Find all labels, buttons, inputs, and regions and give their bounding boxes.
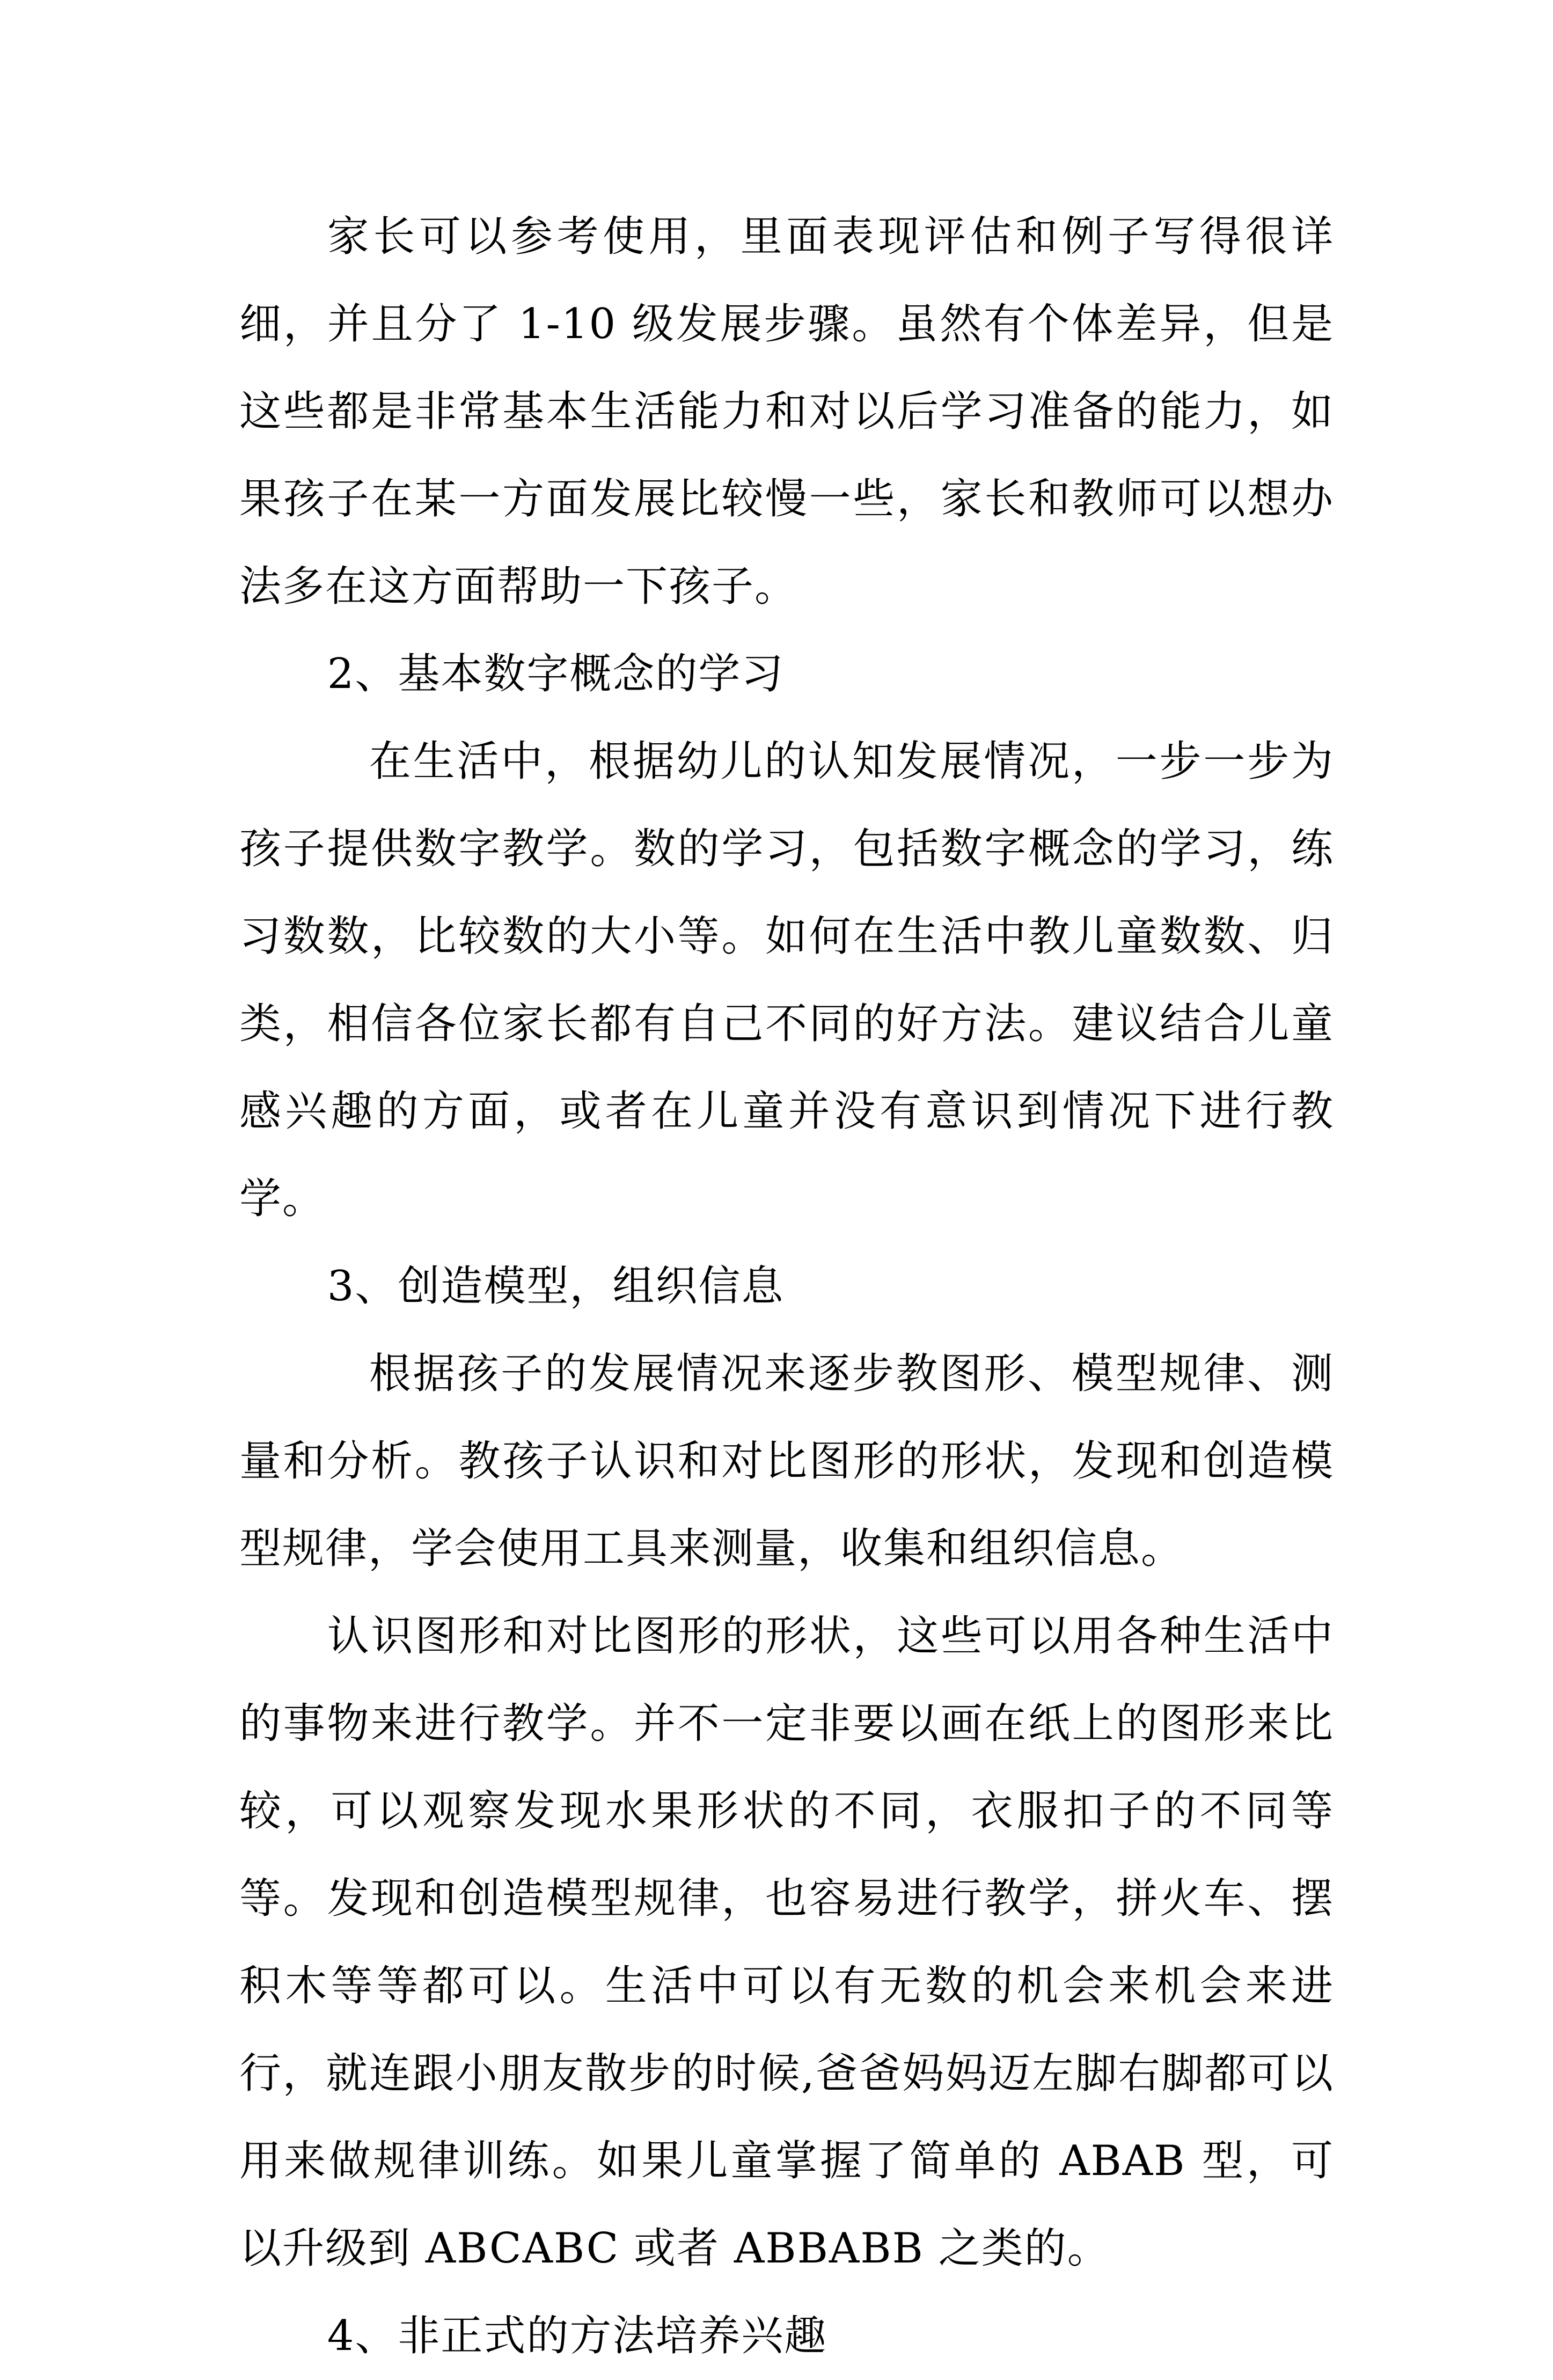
paragraph-intro: 家长可以参考使用，里面表现评估和例子写得很详细，并且分了 1-10 级发展步骤。虽然有个体差异，但是这些都是非常基本生活能力和对以后学习准备的能力，如果孩子在某一方面发展比较慢一些，家长和教师可以想办法多在这方面帮助一下孩子。 (239, 213, 1334, 611)
document-body (239, 193, 1334, 2380)
paragraph-number-concepts: 在生活中，根据幼儿的认知发展情况，一步一步为孩子提供数字教学。数的学习，包括数字概念的学习，练习数数，比较数的大小等。如何在生活中教儿童数数、归类，相信各位家长都有自己不同的好方法。建议结合儿童感兴趣的方面，或者在儿童并没有意识到情况下进行教学。 (239, 737, 1334, 1223)
section-heading-3: 3、创造模型，组织信息 (327, 1262, 785, 1310)
section-heading-2: 2、基本数字概念的学习 (327, 650, 785, 698)
section-heading-4: 4、非正式的方法培养兴趣 (327, 2312, 827, 2360)
paragraph-shapes: 认识图形和对比图形的形状，这些可以用各种生活中的事物来进行教学。并不一定非要以画在纸上的图形来比较，可以观察发现水果形状的不同，衣服扣子的不同等等。发现和创造模型规律，也容易进行教学，拼火车、摆积木等等都可以。生活中可以有无数的机会来机会来进行，就连跟小朋友散步的时候,爸爸妈妈迈左脚右脚都可以用来做规律训练。如果儿童掌握了简单的 ABAB 型，可以升级到 ABCABC 或者 ABBABB 之类的。 (239, 1612, 1334, 2273)
paragraph-patterns: 根据孩子的发展情况来逐步教图形、模型规律、测量和分析。教孩子认识和对比图形的形状，发现和创造模型规律，学会使用工具来测量，收集和组织信息。 (239, 1350, 1334, 1573)
